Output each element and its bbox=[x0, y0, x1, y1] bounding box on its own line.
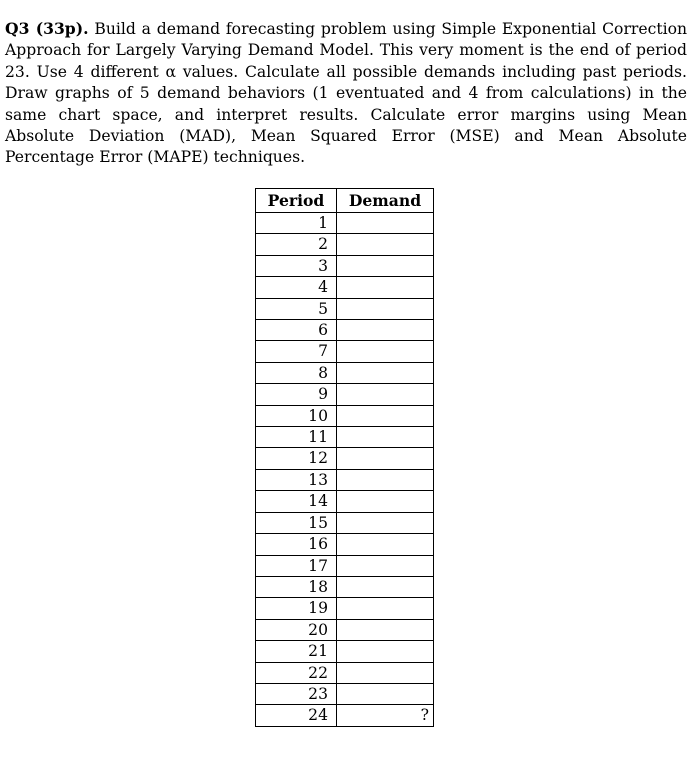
demand-cell bbox=[337, 362, 434, 383]
demand-cell bbox=[337, 341, 434, 362]
table-row bbox=[256, 341, 434, 362]
demand-cell bbox=[337, 512, 434, 533]
table-row bbox=[256, 555, 434, 576]
table-row bbox=[256, 213, 434, 234]
demand-cell bbox=[337, 448, 434, 469]
table-row bbox=[256, 427, 434, 448]
demand-cell bbox=[337, 598, 434, 619]
question-text bbox=[5, 18, 687, 169]
period-cell: 21 bbox=[256, 641, 337, 662]
period-cell: 7 bbox=[256, 341, 337, 362]
demand-cell bbox=[337, 683, 434, 704]
table-row bbox=[256, 234, 434, 255]
period-cell: 3 bbox=[256, 255, 337, 276]
demand-cell bbox=[337, 619, 434, 640]
table-row bbox=[256, 448, 434, 469]
table-row bbox=[256, 662, 434, 683]
period-cell: 4 bbox=[256, 277, 337, 298]
demand-cell bbox=[337, 641, 434, 662]
demand-cell bbox=[337, 491, 434, 512]
period-cell: 10 bbox=[256, 405, 337, 426]
period-cell: 12 bbox=[256, 448, 337, 469]
question-body: Build a demand forecasting problem using Simple Exponential Correction Approach for Largely Varying Demand Model. This very moment is the end of period 23. Use 4 different α values. Calculate all possible demands including past periods. Draw graphs of 5 demand behaviors (1 eventuated and 4 from calculations) in the same chart space, and interpret results. Calculate error margins using Mean Absolute Deviation (MAD), Mean Squared Error (MSE) and Mean Absolute Percentage Error (MAPE) techniques. bbox=[5, 20, 688, 167]
table-row bbox=[256, 534, 434, 555]
table-row bbox=[256, 384, 434, 405]
demand-cell bbox=[337, 534, 434, 555]
demand-column-header: Demand bbox=[337, 189, 434, 213]
period-cell: 24 bbox=[256, 705, 337, 726]
period-cell: 8 bbox=[256, 362, 337, 383]
period-cell: 2 bbox=[256, 234, 337, 255]
period-cell: 13 bbox=[256, 469, 337, 490]
demand-cell bbox=[337, 298, 434, 319]
table-row bbox=[256, 469, 434, 490]
period-cell: 16 bbox=[256, 534, 337, 555]
period-cell: 22 bbox=[256, 662, 337, 683]
period-cell: 14 bbox=[256, 491, 337, 512]
table-header-row bbox=[256, 189, 434, 213]
demand-cell bbox=[337, 469, 434, 490]
table-row bbox=[256, 619, 434, 640]
period-cell: 17 bbox=[256, 555, 337, 576]
demand-cell bbox=[337, 662, 434, 683]
period-column-header: Period bbox=[256, 189, 337, 213]
table-row bbox=[256, 683, 434, 704]
table-row bbox=[256, 576, 434, 597]
period-cell: 19 bbox=[256, 598, 337, 619]
period-cell: 20 bbox=[256, 619, 337, 640]
table-row bbox=[256, 277, 434, 298]
table-row bbox=[256, 255, 434, 276]
question-heading: Q3 (33p). bbox=[5, 19, 89, 38]
demand-cell bbox=[337, 320, 434, 341]
table-row bbox=[256, 320, 434, 341]
table-row bbox=[256, 641, 434, 662]
period-cell: 6 bbox=[256, 320, 337, 341]
demand-cell bbox=[337, 234, 434, 255]
demand-cell bbox=[337, 255, 434, 276]
period-cell: 23 bbox=[256, 683, 337, 704]
demand-cell bbox=[337, 277, 434, 298]
period-cell: 9 bbox=[256, 384, 337, 405]
table-body bbox=[256, 213, 434, 727]
period-cell: 15 bbox=[256, 512, 337, 533]
table-row bbox=[256, 598, 434, 619]
demand-cell bbox=[337, 427, 434, 448]
demand-cell: ? bbox=[337, 705, 434, 726]
table-row bbox=[256, 405, 434, 426]
demand-cell bbox=[337, 384, 434, 405]
demand-cell bbox=[337, 213, 434, 234]
period-cell: 11 bbox=[256, 427, 337, 448]
period-cell: 1 bbox=[256, 213, 337, 234]
period-cell: 18 bbox=[256, 576, 337, 597]
table-row bbox=[256, 362, 434, 383]
table-row bbox=[256, 512, 434, 533]
demand-cell bbox=[337, 405, 434, 426]
table-row bbox=[256, 491, 434, 512]
table-row bbox=[256, 705, 434, 726]
demand-table bbox=[255, 188, 434, 727]
demand-cell bbox=[337, 576, 434, 597]
period-cell: 5 bbox=[256, 298, 337, 319]
demand-cell bbox=[337, 555, 434, 576]
table-row bbox=[256, 298, 434, 319]
